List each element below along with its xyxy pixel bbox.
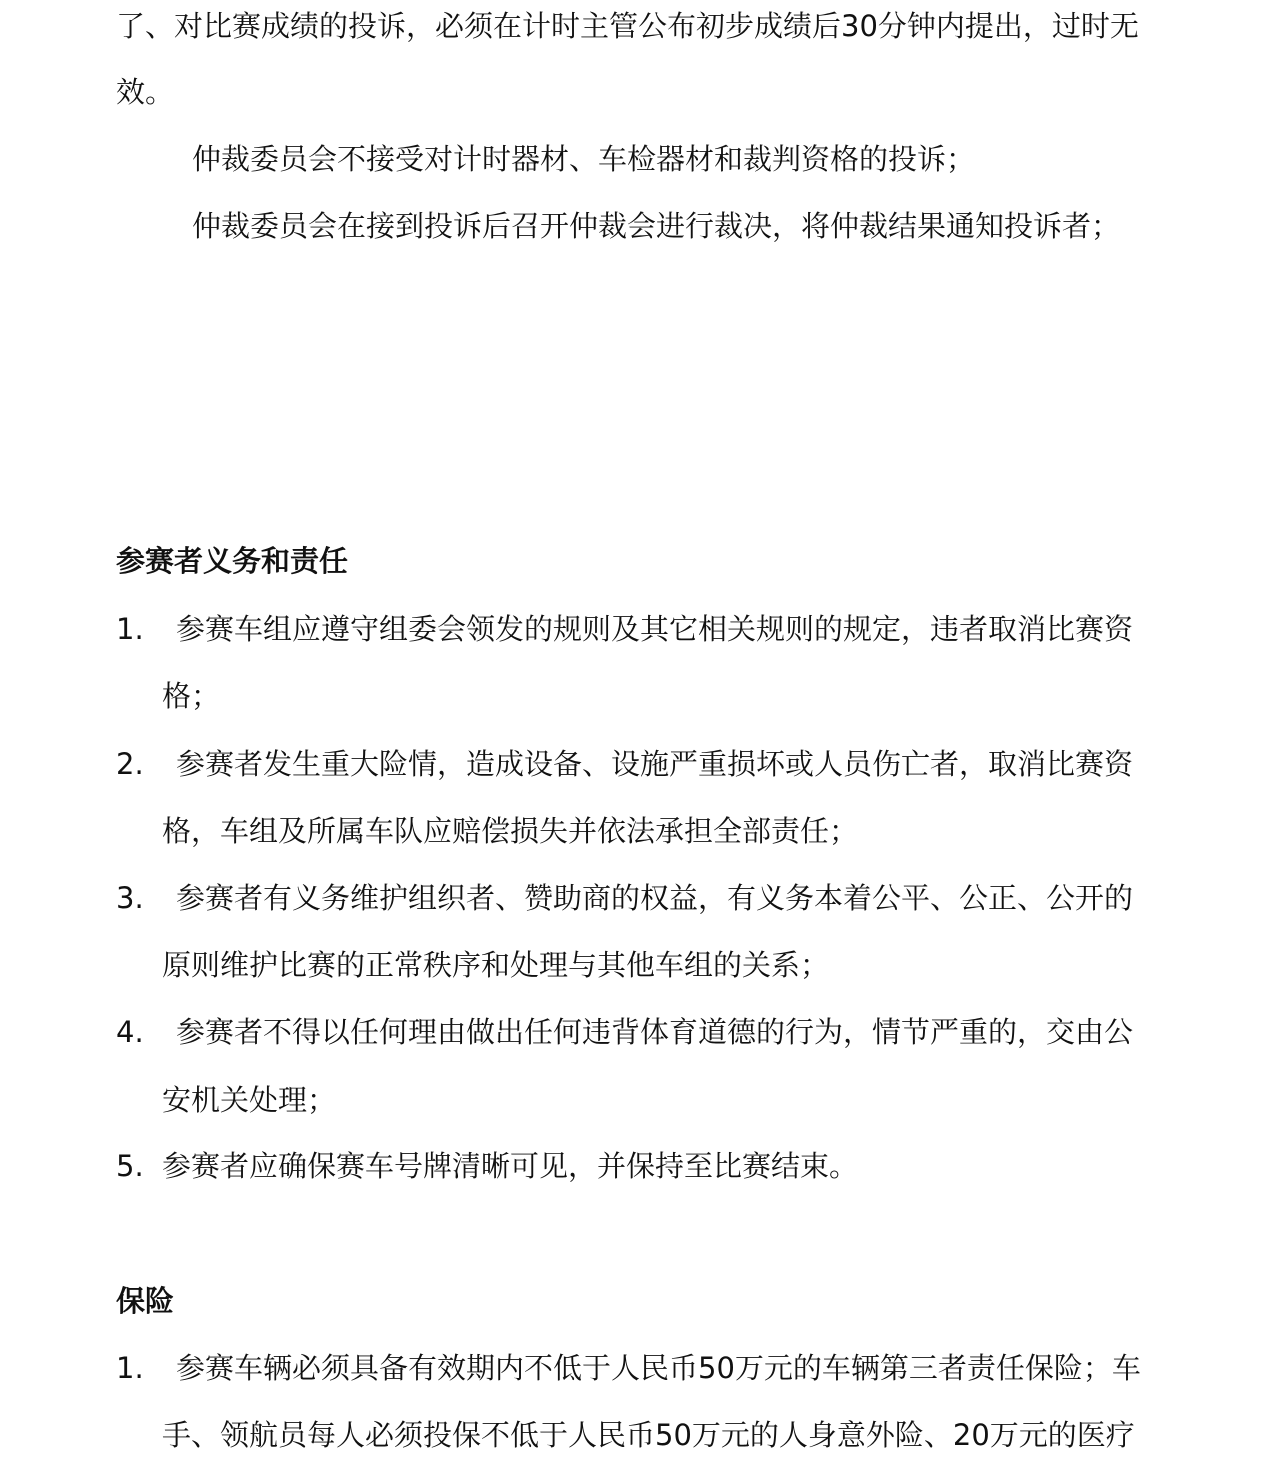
list-item-number: 5. [116,1149,144,1183]
appeal-text-line: 了、对比赛成绩的投诉，必须在计时主管公布初步成绩后30分钟内提出，过时无 [116,9,1139,43]
list-item-text: 参赛者不得以任何理由做出任何违背体育道德的行为，情节严重的，交由公 [176,1015,1134,1049]
list-item-number: 1. [116,1351,144,1385]
list-item-number: 1. [116,612,144,646]
list-item-text: 原则维护比赛的正常秩序和处理与其他车组的关系； [162,948,830,982]
list-item-number: 2. [116,747,144,781]
list-item-text: 参赛者发生重大险情，造成设备、设施严重损坏或人员伤亡者，取消比赛资 [176,747,1134,781]
appeal-text-line: 效。 [116,75,175,109]
section-heading-insurance: 保险 [116,1284,175,1318]
list-item-text: 手、领航员每人必须投保不低于人民币50万元的人身意外险、20万元的医疗 [162,1418,1135,1452]
list-item-text: 参赛车辆必须具备有效期内不低于人民币50万元的车辆第三者责任保险；车 [176,1351,1141,1385]
list-item-text: 参赛者应确保赛车号牌清晰可见，并保持至比赛结束。 [162,1149,859,1183]
list-item-text: 格； [162,679,221,713]
appeal-paragraph: 仲裁委员会不接受对计时器材、车检器材和裁判资格的投诉； [192,142,976,176]
list-item-text: 参赛车组应遵守组委会领发的规则及其它相关规则的规定，违者取消比赛资 [176,612,1134,646]
section-heading-duties: 参赛者义务和责任 [116,544,349,578]
list-item-number: 4. [116,1015,144,1049]
list-item-text: 参赛者有义务维护组织者、赞助商的权益，有义务本着公平、公正、公开的 [176,881,1134,915]
appeal-paragraph: 仲裁委员会在接到投诉后召开仲裁会进行裁决，将仲裁结果通知投诉者； [192,209,1121,243]
list-item-text: 安机关处理； [162,1083,337,1117]
list-item-number: 3. [116,881,144,915]
list-item-text: 格，车组及所属车队应赔偿损失并依法承担全部责任； [162,814,859,848]
